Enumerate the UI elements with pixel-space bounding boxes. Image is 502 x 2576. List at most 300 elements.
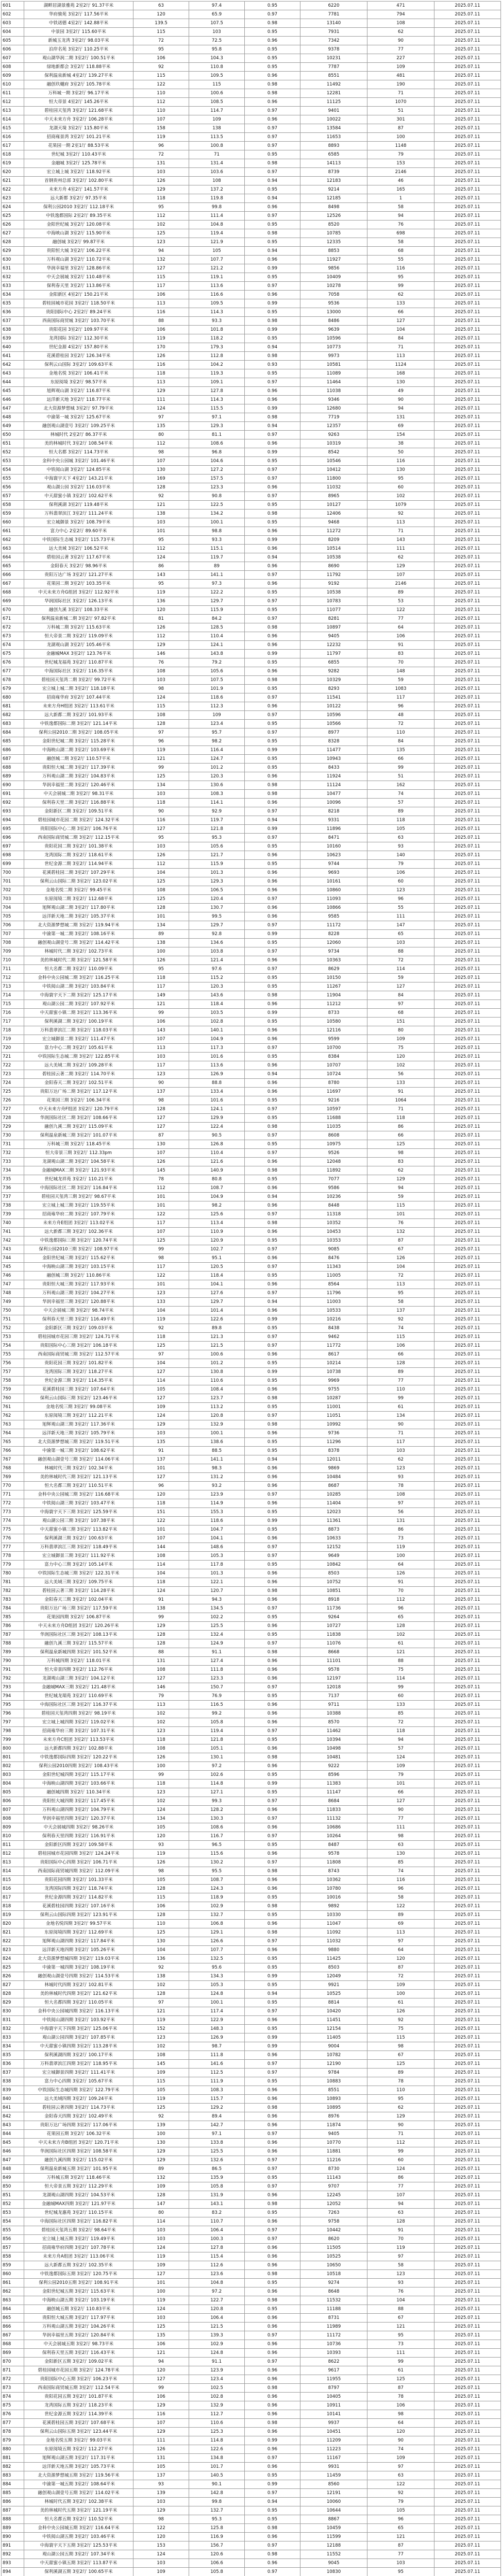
listing-title-cell: 中海寰宇天下三期 3室2厅 125.59平米 [24, 1508, 133, 1517]
listing-count-cell: 73 [367, 1534, 434, 1543]
listing-count-cell: 77 [367, 2182, 434, 2191]
listing-ratio-cell: 0.95 [245, 1692, 300, 1701]
listing-price-cell: 103 [133, 790, 189, 799]
row-id-cell: 645 [2, 387, 24, 396]
listing-unit-price-cell: 6855 [300, 658, 367, 667]
listing-price-cell: 101 [133, 1526, 189, 1534]
row-id-cell: 610 [2, 80, 24, 89]
listing-value-a-cell: 106.4 [189, 2314, 245, 2323]
listing-price-cell: 109 [133, 2568, 189, 2576]
listing-value-a-cell: 140.9 [189, 1166, 245, 1175]
listing-count-cell: 99 [367, 764, 434, 772]
listing-price-cell: 110 [133, 107, 189, 115]
listing-ratio-cell: 0.95 [245, 939, 300, 947]
table-row [2, 1727, 501, 1736]
listing-title-cell: 金融城MAX三期 3室2厅 121.48平米 [24, 1683, 133, 1692]
listing-value-a-cell: 129.7 [189, 921, 245, 930]
listing-ratio-cell: 0.95 [245, 1893, 300, 1902]
listing-ratio-cell: 0.97 [245, 2156, 300, 2165]
listing-date-cell: 2025.07.11 [434, 1193, 501, 1201]
listing-value-a-cell: 117.4 [189, 2007, 245, 2016]
table-row [2, 2471, 501, 2480]
row-id-cell: 810 [2, 1832, 24, 1841]
table-row [2, 2410, 501, 2419]
listing-date-cell: 2025.07.11 [434, 492, 501, 501]
listing-unit-price-cell: 10353 [300, 1236, 367, 1245]
row-id-cell: 690 [2, 781, 24, 790]
listing-value-a-cell: 111.8 [189, 2051, 245, 2060]
listing-unit-price-cell: 10943 [300, 755, 367, 764]
table-body [2, 2, 501, 2576]
listing-value-a-cell: 116.7 [189, 1832, 245, 1841]
listing-value-a-cell: 125.8 [189, 2524, 245, 2533]
listing-count-cell: 97 [367, 2463, 434, 2471]
listing-value-a-cell: 110.6 [189, 2419, 245, 2428]
row-id-cell: 887 [2, 2506, 24, 2515]
table-row [2, 264, 501, 273]
row-id-cell: 780 [2, 1569, 24, 1578]
listing-title-cell: 恒大帝景二期 3室2厅 119.09平米 [24, 632, 133, 641]
listing-unit-price-cell: 10514 [300, 545, 367, 553]
listing-value-a-cell: 119.7 [189, 816, 245, 825]
listing-date-cell: 2025.07.11 [434, 2533, 501, 2541]
listing-count-cell: 60 [367, 2156, 434, 2165]
row-id-cell: 808 [2, 1815, 24, 1823]
listing-unit-price-cell: 10518 [300, 2270, 367, 2279]
row-id-cell: 868 [2, 2340, 24, 2349]
row-id-cell: 695 [2, 825, 24, 834]
listing-date-cell: 2025.07.11 [434, 1438, 501, 1447]
listing-date-cell: 2025.07.11 [434, 2463, 501, 2471]
listing-ratio-cell: 0.96 [245, 2095, 300, 2104]
listing-ratio-cell: 0.98 [245, 2200, 300, 2209]
listing-ratio-cell: 0.95 [245, 1175, 300, 1184]
listing-ratio-cell: 0.96 [245, 1823, 300, 1832]
listing-unit-price-cell: 8476 [300, 1254, 367, 1263]
listing-title-cell: 融创城二期 3室2厅 110.57平米 [24, 755, 133, 764]
listing-price-cell: 102 [133, 2042, 189, 2051]
listing-count-cell: 70 [367, 658, 434, 667]
listing-title-cell: 金阳世纪城 3室2厅 120.08平米 [24, 221, 133, 229]
listing-ratio-cell: 0.96 [245, 2533, 300, 2541]
listing-unit-price-cell: 11492 [300, 80, 367, 89]
listing-value-a-cell: 119.1 [189, 273, 245, 282]
listing-unit-price-cell: 10122 [300, 702, 367, 711]
listing-title-cell: 中天会展城四期 3室2厅 98.26平米 [24, 1823, 133, 1832]
listing-title-cell: 万科观山湖四期 3室2厅 104.79平米 [24, 1806, 133, 1815]
row-id-cell: 771 [2, 1490, 24, 1499]
listing-value-a-cell: 112.3 [189, 702, 245, 711]
listing-date-cell: 2025.07.11 [434, 1578, 501, 1587]
listing-unit-price-cell: 11808 [300, 1858, 367, 1867]
listing-price-cell: 126 [133, 2445, 189, 2454]
listing-unit-price-cell: 8503 [300, 1569, 367, 1578]
listing-count-cell: 1083 [367, 685, 434, 693]
table-row [2, 2314, 501, 2323]
listing-unit-price-cell: 11032 [300, 1937, 367, 1946]
row-id-cell: 604 [2, 28, 24, 37]
row-id-cell: 870 [2, 2358, 24, 2366]
listing-value-a-cell: 135.9 [189, 2174, 245, 2182]
listing-date-cell: 2025.07.11 [434, 501, 501, 510]
listing-price-cell: 126 [133, 177, 189, 185]
listing-unit-price-cell: 9585 [300, 912, 367, 921]
listing-count-cell: 113 [367, 1928, 434, 1937]
listing-count-cell: 55 [367, 256, 434, 264]
listing-ratio-cell: 0.94 [245, 1990, 300, 1998]
table-row [2, 1981, 501, 1990]
row-id-cell: 893 [2, 2559, 24, 2568]
listing-value-a-cell: 105.8 [189, 1718, 245, 1727]
listing-ratio-cell: 0.99 [245, 299, 300, 308]
table-row [2, 2104, 501, 2112]
listing-value-a-cell: 132.5 [189, 1955, 245, 1963]
listing-unit-price-cell: 11172 [300, 2331, 367, 2340]
listing-title-cell: 贵阳国际中心三期 3室2厅 106.18平米 [24, 1342, 133, 1350]
listing-date-cell: 2025.07.11 [434, 527, 501, 536]
listing-ratio-cell: 0.97 [245, 1797, 300, 1806]
listing-unit-price-cell: 9755 [300, 1385, 367, 1394]
row-id-cell: 742 [2, 1236, 24, 1245]
listing-value-a-cell: 132.4 [189, 1631, 245, 1639]
table-row [2, 1123, 501, 1131]
table-row [2, 623, 501, 632]
listing-count-cell: 90 [367, 2121, 434, 2130]
table-row [2, 720, 501, 728]
table-row [2, 693, 501, 702]
listing-count-cell: 115 [367, 1201, 434, 1210]
listing-ratio-cell: 0.98 [245, 19, 300, 28]
row-id-cell: 757 [2, 1368, 24, 1377]
table-row [2, 676, 501, 685]
listing-count-cell: 2146 [367, 168, 434, 177]
row-id-cell: 778 [2, 1552, 24, 1561]
listing-unit-price-cell: 11955 [300, 2375, 367, 2384]
row-id-cell: 894 [2, 2568, 24, 2576]
listing-ratio-cell: 0.98 [245, 2296, 300, 2305]
listing-date-cell: 2025.07.11 [434, 2401, 501, 2410]
listing-value-a-cell: 100.8 [189, 142, 245, 150]
listing-price-cell: 115 [133, 1893, 189, 1902]
table-row [2, 2305, 501, 2314]
listing-title-cell: 中海国际社区三期 3室2厅 116.37平米 [24, 1701, 133, 1709]
listing-unit-price-cell: 10533 [300, 1307, 367, 1315]
table-row [2, 448, 501, 457]
listing-value-a-cell: 129.9 [189, 1114, 245, 1123]
listing-count-cell: 111 [367, 1823, 434, 1832]
listing-unit-price-cell: 11425 [300, 1955, 367, 1963]
listing-ratio-cell: 0.95 [245, 860, 300, 869]
listing-price-cell: 102 [133, 1718, 189, 1727]
listing-value-a-cell: 121.8 [189, 1736, 245, 1744]
listing-price-cell: 111 [133, 2436, 189, 2445]
listing-date-cell: 2025.07.11 [434, 2217, 501, 2226]
listing-value-a-cell: 83.2 [189, 2209, 245, 2217]
listing-date-cell: 2025.07.11 [434, 2200, 501, 2209]
listing-title-cell: 中天会展城 3室2厅 110.48平米 [24, 273, 133, 282]
listing-value-a-cell: 101.8 [189, 326, 245, 334]
listing-count-cell: 48 [367, 711, 434, 720]
row-id-cell: 818 [2, 1902, 24, 1911]
table-row [2, 1070, 501, 1079]
listing-date-cell: 2025.07.11 [434, 2454, 501, 2463]
row-id-cell: 879 [2, 2436, 24, 2445]
listing-price-cell: 95 [133, 536, 189, 545]
listing-ratio-cell: 0.97 [245, 474, 300, 483]
listing-value-a-cell: 106.4 [189, 2226, 245, 2235]
listing-price-cell: 103 [133, 518, 189, 527]
listing-title-cell: 招商雍华府二期 3室2厅 107.79平米 [24, 1210, 133, 1219]
listing-ratio-cell: 0.99 [245, 448, 300, 457]
table-row [2, 1823, 501, 1832]
listing-value-a-cell: 120.9 [189, 1236, 245, 1245]
table-row [2, 1272, 501, 1280]
listing-value-a-cell: 104.8 [189, 221, 245, 229]
listing-value-a-cell: 143.1 [189, 2200, 245, 2209]
listing-price-cell: 127 [133, 2375, 189, 2384]
row-id-cell: 698 [2, 851, 24, 860]
listing-count-cell: 94 [367, 1736, 434, 1744]
listing-date-cell: 2025.07.11 [434, 28, 501, 37]
listing-title-cell: 未来方舟A组团 3室2厅 113.06平米 [24, 2252, 133, 2261]
listing-title-cell: 旭辉观山湖二期 3室2厅 117.80平米 [24, 904, 133, 912]
listing-title-cell: 保利公园2010四期 3室2厅 108.43平米 [24, 1762, 133, 1771]
listing-ratio-cell: 0.98 [245, 1123, 300, 1131]
table-row [2, 1158, 501, 1166]
listing-count-cell: 64 [367, 1946, 434, 1955]
table-row [2, 1131, 501, 1140]
listing-unit-price-cell: 8596 [300, 1771, 367, 1780]
listing-price-cell: 90 [133, 1079, 189, 1088]
listing-count-cell: 100 [367, 1990, 434, 1998]
row-id-cell: 693 [2, 807, 24, 816]
listing-price-cell: 127 [133, 825, 189, 834]
row-id-cell: 871 [2, 2366, 24, 2375]
row-id-cell: 886 [2, 2498, 24, 2506]
listing-price-cell: 95 [133, 45, 189, 54]
listing-unit-price-cell: 11093 [300, 895, 367, 904]
table-row [2, 247, 501, 256]
listing-date-cell: 2025.07.11 [434, 1333, 501, 1342]
listing-unit-price-cell: 10484 [300, 1473, 367, 1482]
listing-count-cell: 87 [367, 2384, 434, 2393]
row-id-cell: 696 [2, 834, 24, 842]
listing-ratio-cell: 0.97 [245, 1552, 300, 1561]
listing-value-a-cell: 101.2 [189, 764, 245, 772]
table-row [2, 2042, 501, 2051]
listing-value-a-cell: 124.1 [189, 1105, 245, 1114]
listing-ratio-cell: 0.97 [245, 1815, 300, 1823]
row-id-cell: 740 [2, 1219, 24, 1228]
listing-value-a-cell: 95.1 [189, 1254, 245, 1263]
listing-title-cell: 保利温泉新城五期 3室2厅 101.95平米 [24, 2165, 133, 2174]
listing-date-cell: 2025.07.11 [434, 256, 501, 264]
row-id-cell: 669 [2, 597, 24, 606]
listing-value-a-cell: 90.8 [189, 492, 245, 501]
listing-count-cell: 60 [367, 1692, 434, 1701]
table-row [2, 1464, 501, 1473]
listing-count-cell: 126 [367, 2007, 434, 2016]
listing-title-cell: 中铁阅山湖 3室2厅 124.85平米 [24, 466, 133, 474]
listing-date-cell: 2025.07.11 [434, 1832, 501, 1841]
listing-date-cell: 2025.07.11 [434, 1718, 501, 1727]
table-row [2, 737, 501, 746]
row-id-cell: 721 [2, 1053, 24, 1061]
table-row [2, 2182, 501, 2191]
listing-ratio-cell: 0.96 [245, 1088, 300, 1096]
listing-date-cell: 2025.07.11 [434, 632, 501, 641]
listing-date-cell: 2025.07.11 [434, 80, 501, 89]
listing-ratio-cell: 0.96 [245, 2340, 300, 2349]
listing-unit-price-cell: 10160 [300, 842, 367, 851]
listing-count-cell: 86 [367, 1123, 434, 1131]
listing-value-a-cell: 116.6 [189, 291, 245, 299]
listing-date-cell: 2025.07.11 [434, 2489, 501, 2498]
listing-value-a-cell: 110.4 [189, 1149, 245, 1158]
listing-price-cell: 102 [133, 1709, 189, 1718]
listing-date-cell: 2025.07.11 [434, 2375, 501, 2384]
listing-unit-price-cell: 10546 [300, 457, 367, 466]
listing-value-a-cell: 148.6 [189, 1543, 245, 1552]
listing-value-a-cell: 109.1 [189, 378, 245, 387]
listing-count-cell: 98 [367, 2410, 434, 2419]
row-id-cell: 603 [2, 19, 24, 28]
listing-unit-price-cell: 11003 [300, 1298, 367, 1307]
listing-unit-price-cell: 11904 [300, 991, 367, 1000]
listing-count-cell: 95 [367, 474, 434, 483]
listing-unit-price-cell: 7781 [300, 10, 367, 19]
listing-unit-price-cell: 8503 [300, 1963, 367, 1972]
listing-count-cell: 95 [367, 2568, 434, 2576]
listing-date-cell: 2025.07.11 [434, 606, 501, 615]
listing-count-cell: 57 [367, 1744, 434, 1753]
listing-date-cell: 2025.07.11 [434, 264, 501, 273]
table-row [2, 2541, 501, 2550]
listing-value-a-cell: 102.9 [189, 1902, 245, 1911]
row-id-cell: 612 [2, 98, 24, 107]
listing-value-a-cell: 116.5 [189, 1701, 245, 1709]
listing-price-cell: 169 [133, 474, 189, 483]
listing-price-cell: 98 [133, 448, 189, 457]
listing-unit-price-cell: 11035 [300, 1123, 367, 1131]
listing-title-cell: 绿地新都会 3室2厅 118.88平米 [24, 63, 133, 72]
listing-count-cell: 143 [367, 536, 434, 545]
listing-count-cell: 38 [367, 439, 434, 448]
listing-count-cell: 89 [367, 1911, 434, 1920]
listing-count-cell: 58 [367, 1893, 434, 1902]
table-row [2, 921, 501, 930]
listing-ratio-cell: 0.96 [245, 98, 300, 107]
table-row [2, 221, 501, 229]
table-row [2, 2279, 501, 2287]
row-id-cell: 790 [2, 1657, 24, 1666]
listing-ratio-cell: 0.95 [245, 308, 300, 317]
listing-price-cell: 111 [133, 396, 189, 404]
listing-unit-price-cell: 10060 [300, 2498, 367, 2506]
listing-title-cell: 宏立城上城 3室2厅 118.92平米 [24, 168, 133, 177]
listing-unit-price-cell: 8448 [300, 1201, 367, 1210]
listing-title-cell: 旭辉观山湖四期 3室2厅 117.84平米 [24, 1937, 133, 1946]
listing-price-cell: 81 [133, 615, 189, 623]
listing-unit-price-cell: 9274 [300, 2279, 367, 2287]
listing-title-cell: 融创九溪二期 3室2厅 115.09平米 [24, 1123, 133, 1131]
listing-date-cell: 2025.07.11 [434, 2340, 501, 2349]
listing-ratio-cell: 0.96 [245, 1482, 300, 1490]
listing-unit-price-cell: 11077 [300, 606, 367, 615]
listing-unit-price-cell: 11459 [300, 2471, 367, 2480]
row-id-cell: 837 [2, 2069, 24, 2077]
row-id-cell: 679 [2, 685, 24, 693]
listing-date-cell: 2025.07.11 [434, 2, 501, 10]
table-row [2, 2147, 501, 2156]
listing-value-a-cell: 117.8 [189, 1561, 245, 1569]
listing-unit-price-cell: 12197 [300, 1674, 367, 1683]
listing-title-cell: 碧桂园天玺湾 3室2厅 121.68平米 [24, 107, 133, 115]
listing-date-cell: 2025.07.11 [434, 2252, 501, 2261]
listing-count-cell: 51 [367, 772, 434, 781]
listing-ratio-cell: 0.96 [245, 527, 300, 536]
listing-date-cell: 2025.07.11 [434, 72, 501, 80]
listing-title-cell: 贵阳花园四期 3室2厅 101.33平米 [24, 1876, 133, 1885]
listing-value-a-cell: 121.7 [189, 851, 245, 860]
listing-date-cell: 2025.07.11 [434, 282, 501, 291]
listing-price-cell: 104 [133, 869, 189, 877]
listing-count-cell: 99 [367, 1683, 434, 1692]
table-row [2, 212, 501, 221]
listing-date-cell: 2025.07.11 [434, 2182, 501, 2191]
listing-unit-price-cell: 9536 [300, 299, 367, 308]
listing-value-a-cell: 103 [189, 28, 245, 37]
listing-value-a-cell: 102.8 [189, 1018, 245, 1026]
table-row [2, 632, 501, 641]
table-row [2, 685, 501, 693]
listing-title-cell: 东原阅境三期 3室2厅 112.21平米 [24, 1412, 133, 1420]
listing-date-cell: 2025.07.11 [434, 124, 501, 133]
listing-date-cell: 2025.07.11 [434, 1210, 501, 1219]
listing-price-cell: 122 [133, 1210, 189, 1219]
listing-price-cell: 109 [133, 2069, 189, 2077]
listing-title-cell: 中天未来方舟D组团 3室2厅 120.26平米 [24, 1622, 133, 1631]
listing-ratio-cell: 0.94 [245, 1193, 300, 1201]
listing-unit-price-cell: 11143 [300, 2174, 367, 2182]
listing-price-cell: 108 [133, 711, 189, 720]
listing-title-cell: 中天会展城三期 3室2厅 98.74平米 [24, 1307, 133, 1315]
listing-unit-price-cell: 10420 [300, 2007, 367, 2016]
row-id-cell: 755 [2, 1350, 24, 1359]
listing-date-cell: 2025.07.11 [434, 1079, 501, 1088]
listing-price-cell: 110 [133, 89, 189, 98]
listing-ratio-cell: 0.97 [245, 711, 300, 720]
listing-ratio-cell: 0.98 [245, 317, 300, 326]
listing-date-cell: 2025.07.11 [434, 369, 501, 378]
table-row [2, 2524, 501, 2533]
row-id-cell: 764 [2, 1429, 24, 1438]
listing-date-cell: 2025.07.11 [434, 860, 501, 869]
listing-count-cell: 89 [367, 588, 434, 597]
row-id-cell: 776 [2, 1534, 24, 1543]
listing-title-cell: 中天未来方舟G组团 3室2厅 112.92平米 [24, 588, 133, 597]
listing-title-cell: 贵阳国际中心五期 3室2厅 106.23平米 [24, 2375, 133, 2384]
listing-unit-price-cell: 10883 [300, 2077, 367, 2086]
listing-title-cell: 碧桂园云著二期 3室2厅 114.70平米 [24, 1070, 133, 1079]
listing-price-cell: 103 [133, 1053, 189, 1061]
listing-date-cell: 2025.07.11 [434, 317, 501, 326]
table-row [2, 2323, 501, 2331]
listing-value-a-cell: 118.6 [189, 693, 245, 702]
listing-count-cell: 103 [367, 939, 434, 947]
listing-count-cell: 84 [367, 991, 434, 1000]
listing-title-cell: 中铁阅山湖三期 3室2厅 103.47平米 [24, 1499, 133, 1508]
